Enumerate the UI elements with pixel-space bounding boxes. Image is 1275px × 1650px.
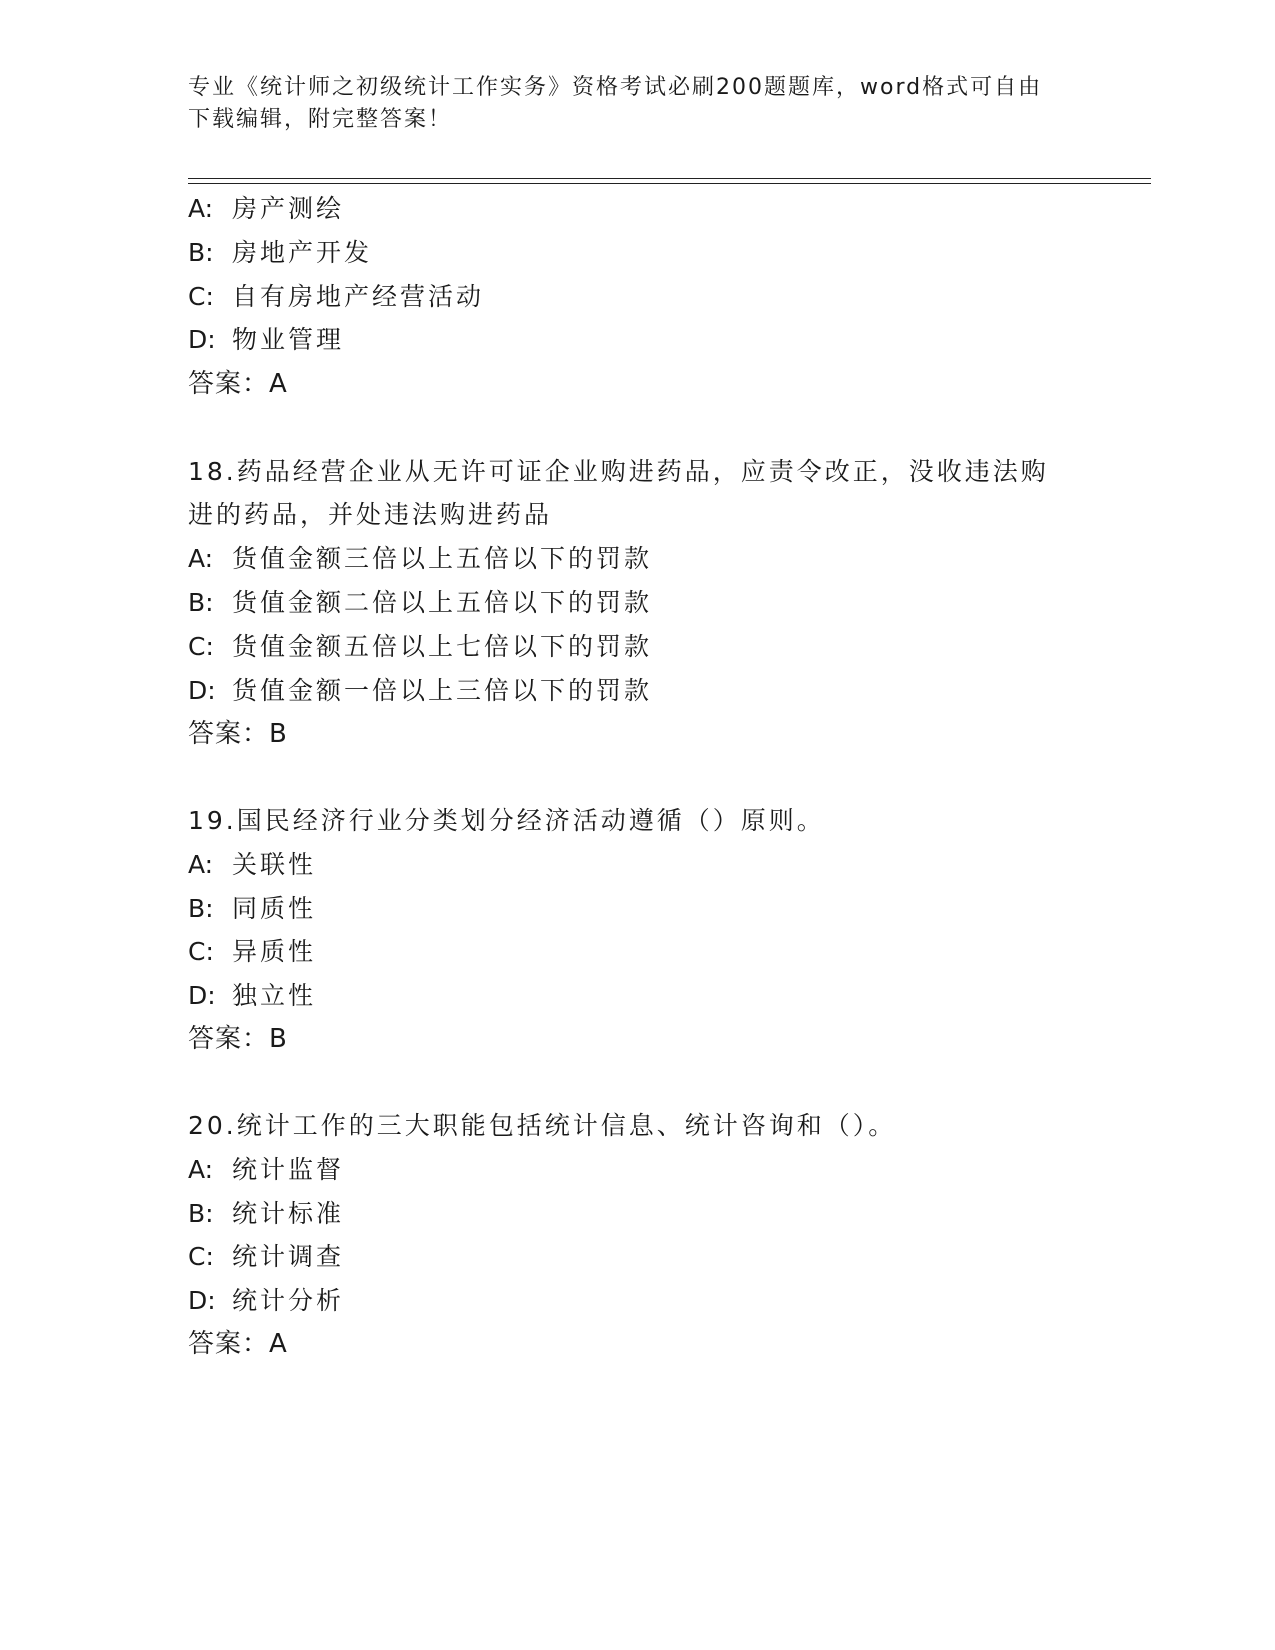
option-letter: D: — [188, 676, 216, 705]
option-text: 统计监督 — [232, 1155, 345, 1184]
option-letter: B: — [188, 238, 214, 267]
option-text: 房产测绘 — [232, 194, 345, 223]
option-text: 统计分析 — [232, 1286, 345, 1315]
q20-option-b — [188, 1196, 344, 1232]
header-line-2: 下载编辑，附完整答案！ — [188, 107, 453, 132]
option-text: 统计调查 — [232, 1242, 345, 1271]
option-text: 同质性 — [232, 894, 317, 923]
q18-stem-line-2: 进的药品，并处违法购进药品 — [188, 500, 553, 529]
q19-answer: 答案：B — [188, 1024, 288, 1054]
option-letter: A: — [188, 544, 214, 573]
q17-option-d — [188, 322, 344, 358]
q20-answer: 答案：A — [188, 1329, 288, 1359]
option-letter: C: — [188, 632, 214, 661]
option-letter: A: — [188, 1155, 214, 1184]
q19-option-d — [188, 978, 316, 1014]
option-text: 货值金额二倍以上五倍以下的罚款 — [232, 588, 653, 617]
q20-option-d — [188, 1283, 344, 1319]
option-letter: B: — [188, 894, 214, 923]
option-text: 自有房地产经营活动 — [232, 282, 485, 311]
option-letter: D: — [188, 1286, 216, 1315]
option-letter: C: — [188, 282, 214, 311]
option-text: 异质性 — [232, 937, 317, 966]
q18-option-b — [188, 585, 652, 621]
q18-answer: 答案：B — [188, 719, 288, 749]
q18-stem-line-1: 18.药品经营企业从无许可证企业购进药品，应责令改正，没收违法购 — [188, 457, 1049, 486]
q19-option-c — [188, 934, 316, 970]
option-text: 货值金额三倍以上五倍以下的罚款 — [232, 544, 653, 573]
option-letter: B: — [188, 588, 214, 617]
option-text: 房地产开发 — [232, 238, 373, 267]
option-letter: C: — [188, 937, 214, 966]
q20-stem-line-1: 20.统计工作的三大职能包括统计信息、统计咨询和（）。 — [188, 1111, 897, 1140]
q17-option-a — [188, 191, 344, 227]
q18-option-c — [188, 629, 652, 665]
option-letter: B: — [188, 1199, 214, 1228]
q20-option-a — [188, 1152, 344, 1188]
page-header — [188, 72, 1088, 136]
q20-option-c — [188, 1239, 344, 1275]
header-divider-bottom — [188, 183, 1151, 184]
option-text: 独立性 — [232, 981, 317, 1010]
q17-answer: 答案：A — [188, 369, 288, 399]
q18-option-d — [188, 673, 652, 709]
header-divider-top — [188, 178, 1151, 179]
option-letter: A: — [188, 850, 214, 879]
q19-option-b — [188, 891, 316, 927]
option-text: 关联性 — [232, 850, 317, 879]
option-text: 物业管理 — [232, 325, 345, 354]
option-letter: C: — [188, 1242, 214, 1271]
option-text: 货值金额一倍以上三倍以下的罚款 — [232, 676, 653, 705]
q19-option-a — [188, 847, 316, 883]
header-line-1: 专业《统计师之初级统计工作实务》资格考试必刷200题题库，word格式可自由 — [188, 75, 1043, 100]
option-text: 统计标准 — [232, 1199, 345, 1228]
q19-stem-line-1: 19.国民经济行业分类划分经济活动遵循（）原则。 — [188, 806, 825, 835]
q17-option-c — [188, 279, 484, 315]
q18-option-a — [188, 541, 652, 577]
option-text: 货值金额五倍以上七倍以下的罚款 — [232, 632, 653, 661]
option-letter: D: — [188, 981, 216, 1010]
q17-option-b — [188, 235, 372, 271]
option-letter: A: — [188, 194, 214, 223]
option-letter: D: — [188, 325, 216, 354]
